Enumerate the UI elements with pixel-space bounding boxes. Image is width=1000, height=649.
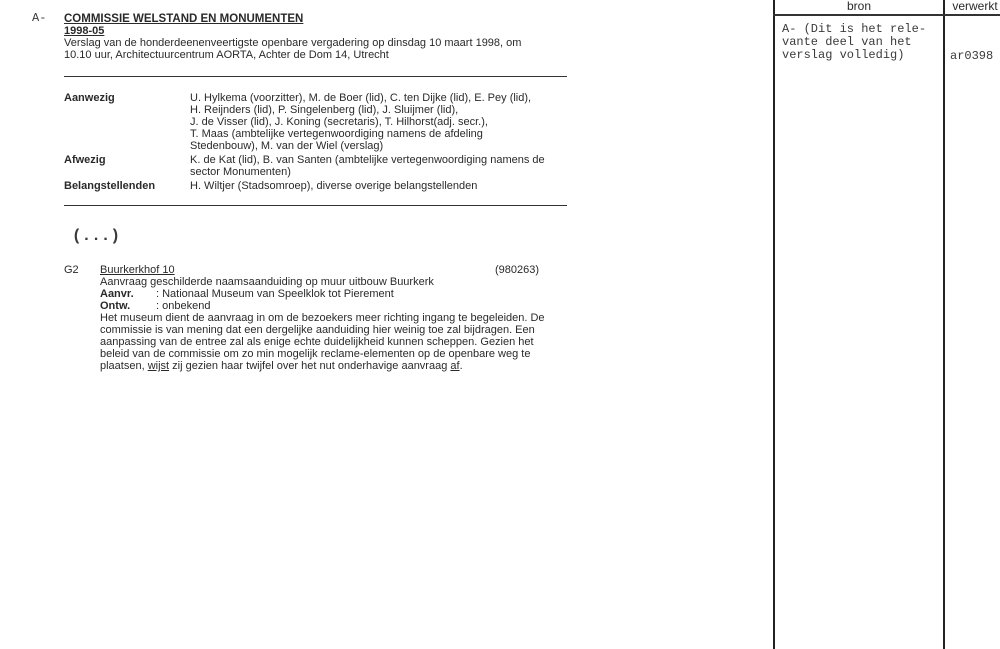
- divider: [64, 205, 567, 206]
- column-border: [773, 0, 775, 649]
- header-border: [773, 14, 1000, 16]
- column-header-verwerkt: verwerkt: [952, 0, 998, 13]
- document-number: 1998-05: [64, 25, 105, 37]
- column-border: [943, 0, 945, 649]
- margin-marker: A-: [32, 11, 47, 25]
- item-subject: Aanvraag geschilderde naamsaanduiding op muur uitbouw Buurkerk: [100, 276, 434, 288]
- bron-line: A- (Dit is het rele-: [782, 22, 927, 36]
- body-line: aanpassing van de entree zal als enige echte duidelijkheid kunnen scheppen. Gezien het: [100, 336, 534, 348]
- header-line-2: 10.10 uur, Architectuurcentrum AORTA, Achter de Dom 14, Utrecht: [64, 49, 389, 61]
- item-title: Buurkerkhof 10: [100, 264, 175, 276]
- body-last-line: [100, 360, 463, 372]
- underlined-af: af: [450, 360, 460, 372]
- ellipsis: (...): [72, 227, 121, 245]
- ontw-value: : onbekend: [156, 300, 211, 312]
- aanvr-value: : Nationaal Museum van Speelklok tot Pierement: [156, 288, 394, 300]
- belangstellenden-line: H. Wiltjer (Stadsomroep), diverse overige belangstellenden: [190, 180, 478, 192]
- ontw-label: Ontw.: [100, 300, 131, 312]
- label-afwezig: Afwezig: [64, 154, 106, 166]
- header-line-1: Verslag van de honderdeenenveertigste openbare vergadering op dinsdag 10 maart 1998, om: [64, 37, 522, 49]
- column-header-bron: bron: [846, 0, 872, 13]
- afwezig-line: sector Monumenten): [190, 166, 291, 178]
- body-line: commissie is van mening dat een dergelijke aanduiding hier weinig toe zal bijdragen. Een: [100, 324, 535, 336]
- afwezig-line: K. de Kat (lid), B. van Santen (ambtelijke vertegenwoordiging namens de: [190, 154, 545, 166]
- aanwezig-line: T. Maas (ambtelijke vertegenwoordiging namens de afdeling: [190, 128, 483, 140]
- divider: [64, 76, 567, 77]
- document-title: COMMISSIE WELSTAND EN MONUMENTEN: [64, 13, 304, 25]
- label-belangstellenden: Belangstellenden: [64, 180, 156, 192]
- verwerkt-value: ar0398: [950, 49, 994, 63]
- aanwezig-line: Stedenbouw), M. van der Wiel (verslag): [190, 140, 384, 152]
- text: plaatsen,: [100, 360, 148, 372]
- text: zij gezien haar twijfel over het nut onderhavige aanvraag: [169, 360, 451, 372]
- item-ref: (980263): [495, 264, 540, 276]
- item-code: G2: [64, 264, 79, 276]
- body-line: Het museum dient de aanvraag in om de bezoekers meer richting ingang te begeleiden. De: [100, 312, 545, 324]
- bron-line: vante deel van het: [782, 35, 912, 49]
- aanwezig-line: J. de Visser (lid), J. Koning (secretaris), T. Hilhorst(adj. secr.),: [190, 116, 488, 128]
- aanwezig-line: H. Reijnders (lid), P. Singelenberg (lid), J. Sluijmer (lid),: [190, 104, 459, 116]
- bron-line: verslag volledig): [782, 48, 905, 62]
- underlined-wijst: wijst: [147, 360, 170, 372]
- label-aanwezig: Aanwezig: [64, 92, 115, 104]
- body-line: beleid van de commissie om zo min mogelijk reclame-elementen op de openbare weg te: [100, 348, 531, 360]
- aanwezig-line: U. Hylkema (voorzitter), M. de Boer (lid), C. ten Dijke (lid), E. Pey (lid),: [190, 92, 532, 104]
- aanvr-label: Aanvr.: [100, 288, 134, 300]
- text: .: [459, 360, 463, 372]
